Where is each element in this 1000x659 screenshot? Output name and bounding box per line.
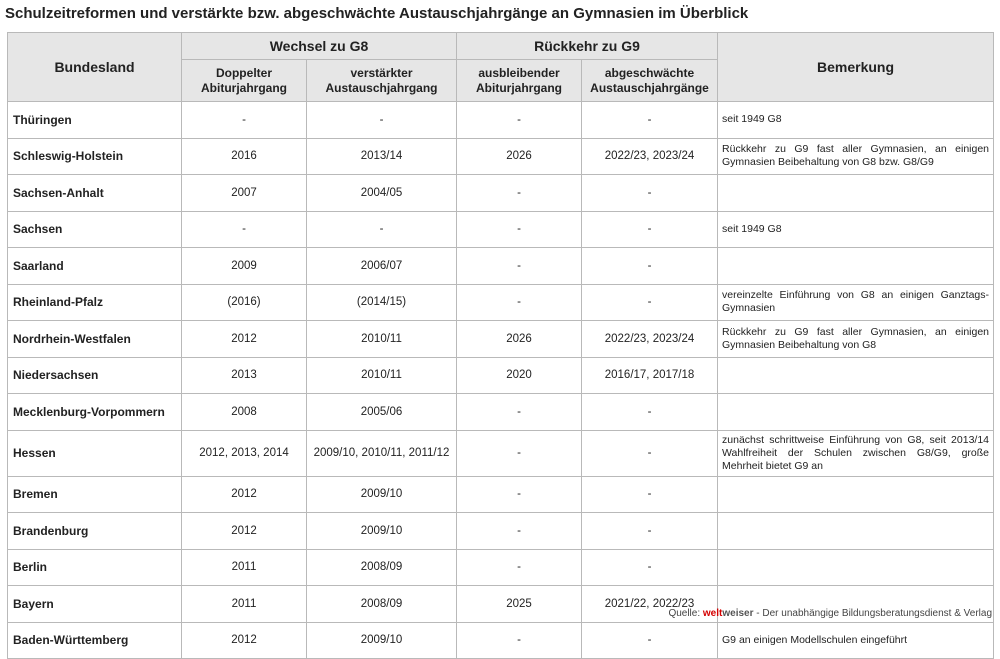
source-suffix: - Der unabhängige Bildungsberatungsdienst & Verlag [756, 608, 992, 619]
cell-bemerkung [718, 513, 994, 550]
cell-bundesland: Bremen [8, 476, 182, 513]
cell-abgeschwaechte: - [582, 211, 718, 248]
cell-doppelter: 2012 [182, 622, 307, 659]
cell-verstaerkter: 2009/10 [307, 513, 457, 550]
cell-bemerkung [718, 549, 994, 586]
cell-ausbleibender: - [457, 430, 582, 476]
header-bemerkung: Bemerkung [718, 33, 994, 102]
cell-bundesland: Baden-Württemberg [8, 622, 182, 659]
cell-bundesland: Sachsen-Anhalt [8, 175, 182, 212]
cell-ausbleibender: 2026 [457, 321, 582, 358]
cell-verstaerkter: 2005/06 [307, 394, 457, 431]
cell-bemerkung: Rückkehr zu G9 fast aller Gymnasien, an einigen Gymnasien Beibehaltung von G8 bzw. G8/G9 [718, 138, 994, 175]
cell-ausbleibender: - [457, 394, 582, 431]
header-rueckkehr-g9: Rückkehr zu G9 [457, 33, 718, 60]
source-prefix: Quelle: [668, 608, 701, 619]
cell-doppelter: 2008 [182, 394, 307, 431]
table-row [8, 284, 994, 321]
header-doppelter-abiturjahrgang: Doppelter Abiturjahrgang [182, 60, 307, 102]
cell-verstaerkter: 2008/09 [307, 549, 457, 586]
cell-abgeschwaechte: - [582, 175, 718, 212]
cell-ausbleibender: 2020 [457, 357, 582, 394]
cell-bundesland: Hessen [8, 430, 182, 476]
cell-verstaerkter: 2006/07 [307, 248, 457, 285]
cell-bundesland: Berlin [8, 549, 182, 586]
cell-doppelter: 2007 [182, 175, 307, 212]
source-credit [668, 608, 992, 619]
cell-doppelter: 2011 [182, 549, 307, 586]
cell-ausbleibender: - [457, 211, 582, 248]
cell-verstaerkter: 2010/11 [307, 357, 457, 394]
cell-abgeschwaechte: - [582, 430, 718, 476]
header-verstaerkter-austauschjahrgang: verstärkter Austauschjahrgang [307, 60, 457, 102]
cell-abgeschwaechte: - [582, 102, 718, 139]
header-wechsel-g8: Wechsel zu G8 [182, 33, 457, 60]
header-ausbleibender-abiturjahrgang: ausbleibender Abiturjahrgang [457, 60, 582, 102]
cell-verstaerkter: - [307, 211, 457, 248]
cell-bundesland: Bayern [8, 586, 182, 623]
cell-ausbleibender: - [457, 513, 582, 550]
cell-bundesland: Nordrhein-Westfalen [8, 321, 182, 358]
cell-bundesland: Niedersachsen [8, 357, 182, 394]
overview-table [7, 32, 994, 659]
cell-bemerkung [718, 476, 994, 513]
cell-doppelter: 2012, 2013, 2014 [182, 430, 307, 476]
cell-verstaerkter: (2014/15) [307, 284, 457, 321]
table-row [8, 476, 994, 513]
cell-verstaerkter: 2004/05 [307, 175, 457, 212]
cell-doppelter: - [182, 102, 307, 139]
table-row [8, 430, 994, 476]
cell-verstaerkter: 2009/10 [307, 622, 457, 659]
cell-ausbleibender: 2026 [457, 138, 582, 175]
table-header [8, 33, 994, 102]
cell-bemerkung [718, 175, 994, 212]
cell-abgeschwaechte: 2022/23, 2023/24 [582, 138, 718, 175]
cell-bundesland: Sachsen [8, 211, 182, 248]
cell-doppelter: 2016 [182, 138, 307, 175]
cell-doppelter: 2009 [182, 248, 307, 285]
cell-bemerkung: seit 1949 G8 [718, 211, 994, 248]
cell-doppelter: 2012 [182, 476, 307, 513]
cell-doppelter: (2016) [182, 284, 307, 321]
cell-bemerkung: vereinzelte Einführung von G8 an einigen Ganztags-Gymnasien [718, 284, 994, 321]
cell-ausbleibender: 2025 [457, 586, 582, 623]
cell-abgeschwaechte: - [582, 284, 718, 321]
cell-bundesland: Brandenburg [8, 513, 182, 550]
cell-bundesland: Rheinland-Pfalz [8, 284, 182, 321]
table-row [8, 513, 994, 550]
cell-doppelter: - [182, 211, 307, 248]
table-row [8, 211, 994, 248]
cell-ausbleibender: - [457, 284, 582, 321]
cell-ausbleibender: - [457, 622, 582, 659]
cell-abgeschwaechte: - [582, 394, 718, 431]
table-row [8, 138, 994, 175]
cell-abgeschwaechte: - [582, 549, 718, 586]
cell-ausbleibender: - [457, 175, 582, 212]
cell-bundesland: Thüringen [8, 102, 182, 139]
table-row [8, 394, 994, 431]
cell-abgeschwaechte: 2022/23, 2023/24 [582, 321, 718, 358]
cell-verstaerkter: 2009/10 [307, 476, 457, 513]
cell-doppelter: 2011 [182, 586, 307, 623]
cell-bemerkung: G9 an einigen Modellschulen eingeführt [718, 622, 994, 659]
table-row [8, 357, 994, 394]
header-bundesland: Bundesland [8, 33, 182, 102]
cell-verstaerkter: 2009/10, 2010/11, 2011/12 [307, 430, 457, 476]
cell-abgeschwaechte: 2016/17, 2017/18 [582, 357, 718, 394]
source-brand-weiser: weiser [722, 608, 754, 619]
cell-doppelter: 2013 [182, 357, 307, 394]
cell-verstaerkter: 2013/14 [307, 138, 457, 175]
table-row [8, 248, 994, 285]
cell-verstaerkter: - [307, 102, 457, 139]
source-brand-welt: welt [702, 608, 723, 619]
header-abgeschwaechte-austauschjahrgaenge: abgeschwächte Austauschjahrgänge [582, 60, 718, 102]
cell-ausbleibender: - [457, 102, 582, 139]
cell-abgeschwaechte: - [582, 513, 718, 550]
cell-abgeschwaechte: 2021/22, 2022/23 [582, 586, 718, 623]
cell-abgeschwaechte: - [582, 248, 718, 285]
cell-abgeschwaechte: - [582, 476, 718, 513]
table-row [8, 175, 994, 212]
table-row [8, 102, 994, 139]
table-row [8, 549, 994, 586]
cell-bemerkung [718, 357, 994, 394]
cell-abgeschwaechte: - [582, 622, 718, 659]
cell-bundesland: Schleswig-Holstein [8, 138, 182, 175]
table-body [8, 102, 994, 659]
cell-bemerkung: seit 1949 G8 [718, 102, 994, 139]
cell-bemerkung [718, 394, 994, 431]
cell-ausbleibender: - [457, 476, 582, 513]
cell-verstaerkter: 2010/11 [307, 321, 457, 358]
page-title: Schulzeitreformen und verstärkte bzw. abgeschwächte Austauschjahrgänge an Gymnasien im Überblick [5, 5, 749, 22]
cell-ausbleibender: - [457, 248, 582, 285]
cell-bemerkung [718, 248, 994, 285]
cell-verstaerkter: 2008/09 [307, 586, 457, 623]
table-row [8, 321, 994, 358]
cell-bemerkung: zunächst schrittweise Einführung von G8, seit 2013/14 Wahlfreiheit der Schulen zwischen G8/G9, große Mehrheit bietet G9 an [718, 430, 994, 476]
cell-ausbleibender: - [457, 549, 582, 586]
cell-bemerkung: Rückkehr zu G9 fast aller Gymnasien, an einigen Gymnasien Beibehaltung von G8 [718, 321, 994, 358]
cell-doppelter: 2012 [182, 513, 307, 550]
cell-bundesland: Mecklenburg-Vorpommern [8, 394, 182, 431]
cell-bundesland: Saarland [8, 248, 182, 285]
cell-doppelter: 2012 [182, 321, 307, 358]
table-row [8, 622, 994, 659]
